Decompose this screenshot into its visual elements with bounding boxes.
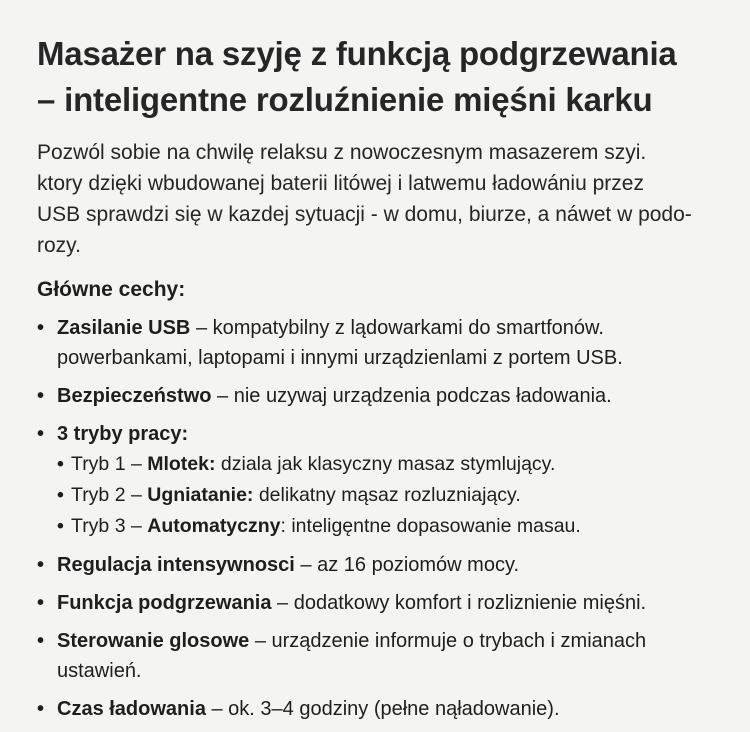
mode-2-name: Ugniatanie:	[147, 484, 254, 506]
mode-1-prefix: Tryb 1 –	[71, 453, 148, 475]
intro-paragraph	[37, 137, 737, 261]
feature-modes-label: 3 tryby pracy:	[57, 423, 189, 445]
mode-3-prefix: Tryb 3 –	[71, 515, 148, 537]
feature-voice	[37, 626, 737, 686]
feature-usb-label: Zasilanie USB	[57, 317, 191, 339]
mode-3-name: Automatyczny	[147, 515, 281, 537]
bullet-icon: •	[37, 554, 45, 576]
mode-item-1	[57, 449, 737, 480]
feature-intensity-text: – az 16 poziomów mocy.	[294, 554, 520, 576]
intro-line-2: ktory dzięki wbudowanej baterii litówej i latwemu ładowániu przez	[37, 172, 644, 195]
intro-line-3: USB sprawdzi się w kazdej sytuacji - w domu, biurze, a náwet w podo-	[37, 203, 692, 226]
feature-usb-text: – kompatybilny z lądowarkami do smartfonów.	[190, 317, 604, 339]
bullet-icon: •	[57, 453, 64, 475]
features-heading: Główne cechy:	[37, 278, 186, 301]
feature-intensity-label: Regulacja intensywnosci	[57, 554, 295, 576]
mode-1-text: dziala jak klasyczny masaz stymlujący.	[215, 453, 556, 475]
feature-heating	[37, 588, 737, 618]
mode-3-text: : inteligęntne dopasowanie masau.	[280, 515, 581, 537]
mode-item-2	[57, 480, 737, 511]
feature-voice-text-line-2: ustawień.	[57, 660, 142, 682]
intro-line-1: Pozwól sobie na chwilę relaksu z nowoczesnym masazerem szyi.	[37, 141, 647, 164]
mode-2-text: delikatny mąsaz rozluzniający.	[253, 484, 521, 506]
feature-intensity	[37, 550, 737, 580]
product-description	[37, 31, 737, 732]
feature-voice-text: – urządzenie informuje o trybach i zmianach	[249, 630, 647, 652]
feature-heating-label: Funkcja podgrzewania	[57, 592, 272, 614]
bullet-icon: •	[37, 592, 45, 614]
intro-line-4: rozy.	[37, 234, 81, 257]
feature-safety-text: – nie uzywaj urządzenia podczas ładowania.	[211, 385, 612, 407]
feature-voice-label: Sterowanie glosowe	[57, 630, 250, 652]
bullet-icon: •	[37, 317, 45, 339]
features-list	[37, 313, 737, 724]
bullet-icon: •	[37, 698, 45, 720]
bullet-icon: •	[37, 385, 45, 407]
feature-charging-text: – ok. 3–4 godziny (pełne nąładowanie).	[205, 698, 560, 720]
feature-usb	[37, 313, 737, 373]
feature-usb-text-line-2: powerbankami, laptopami i innymi urządzienlami z portem USB.	[57, 347, 623, 369]
feature-modes	[37, 419, 737, 542]
feature-heating-text: – dodatkowy komfort i rozliznienie mięśni.	[271, 592, 647, 614]
modes-list	[57, 449, 737, 542]
bullet-icon: •	[57, 484, 64, 506]
feature-charging-label: Czas ładowania	[57, 698, 206, 720]
bullet-icon: •	[57, 515, 64, 537]
mode-item-3	[57, 511, 737, 542]
bullet-icon: •	[37, 630, 45, 652]
mode-1-name: Mlotek:	[147, 453, 216, 475]
bullet-icon: •	[37, 423, 45, 445]
title-line-1: Masażer na szyję z funkcją podgrzewania	[37, 35, 677, 72]
page-title	[37, 31, 737, 123]
feature-charging	[37, 694, 737, 724]
feature-safety-label: Bezpieczeństwo	[57, 385, 212, 407]
mode-2-prefix: Tryb 2 –	[71, 484, 148, 506]
title-line-2: – inteligentne rozluźnienie mięśni karku	[37, 81, 653, 118]
feature-safety	[37, 381, 737, 411]
